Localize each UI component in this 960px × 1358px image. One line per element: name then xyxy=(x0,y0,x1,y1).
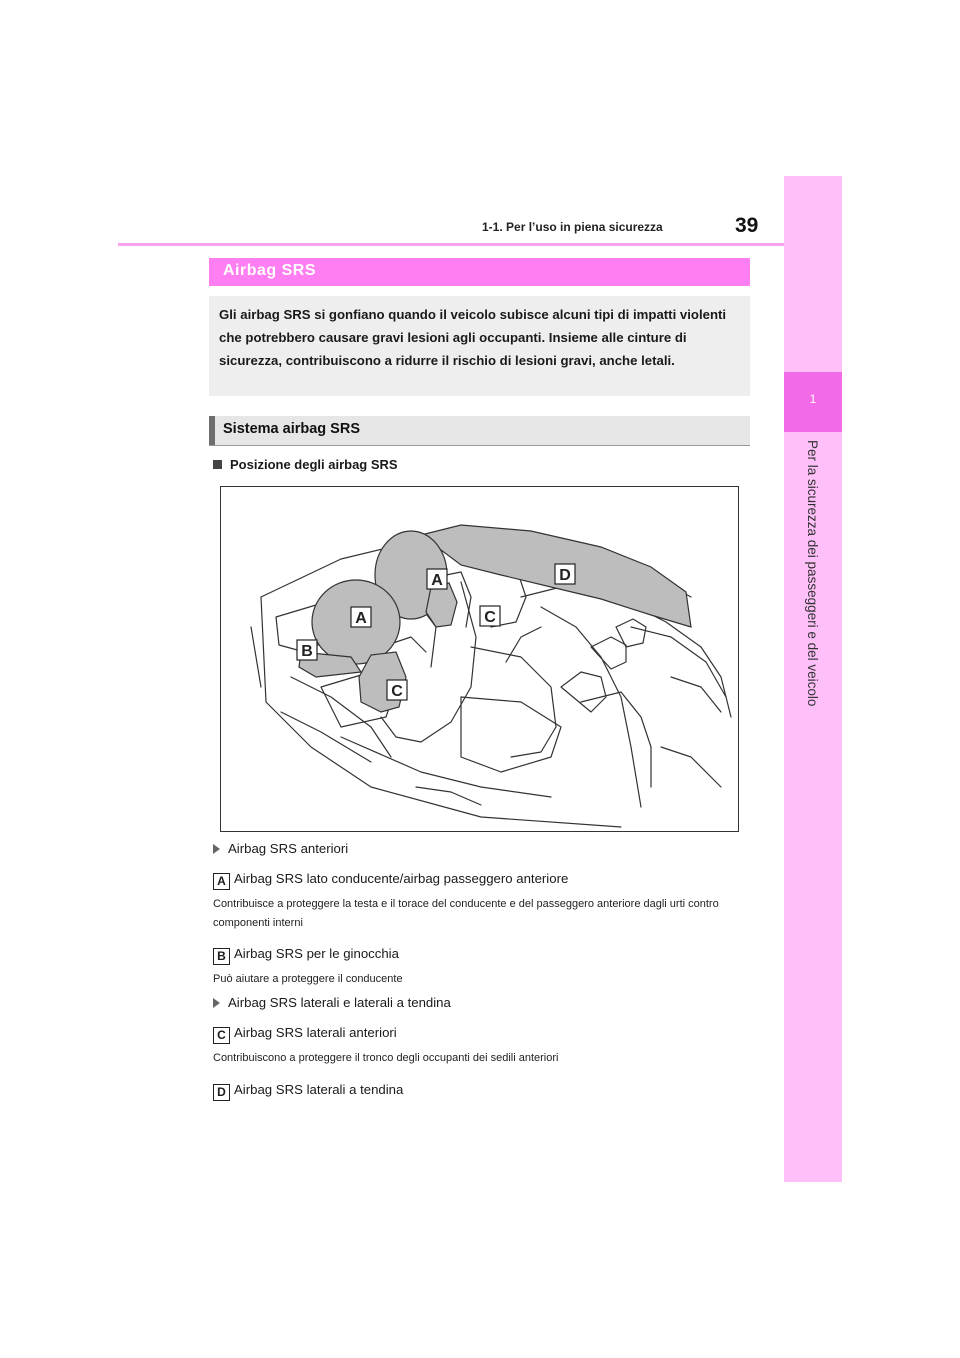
group-front-text: Airbag SRS anteriori xyxy=(228,841,349,856)
group-side xyxy=(213,995,451,1010)
car-interior-drawing xyxy=(221,487,738,831)
figure-label-d: D xyxy=(559,567,571,584)
position-title xyxy=(213,457,398,472)
header-rule xyxy=(118,243,784,246)
item-b-label: Airbag SRS per le ginocchia xyxy=(234,946,399,961)
item-c xyxy=(213,1025,397,1044)
square-bullet-icon xyxy=(213,460,222,469)
item-d xyxy=(213,1082,403,1101)
item-c-note: Contribuiscono a proteggere il tronco degli occupanti dei sedili anteriori xyxy=(213,1052,559,1064)
badge-a: A xyxy=(213,873,230,890)
airbag-illustration xyxy=(220,486,739,832)
triangle-bullet-icon xyxy=(213,844,220,854)
item-a xyxy=(213,871,568,890)
figure-label-b: B xyxy=(301,643,313,660)
figure-label-c-driver: C xyxy=(391,683,403,700)
figure-label-a-passenger: A xyxy=(431,572,443,589)
triangle-bullet-icon xyxy=(213,998,220,1008)
figure-label-c-passenger: C xyxy=(484,609,496,626)
item-d-label: Airbag SRS laterali a tendina xyxy=(234,1082,404,1097)
badge-d: D xyxy=(213,1084,230,1101)
item-a-note: Contribuisce a proteggere la testa e il torace del conducente e del passeggero anteriore dagli urti contro componenti interni xyxy=(213,898,719,929)
group-side-text: Airbag SRS laterali e laterali a tendina xyxy=(228,995,451,1010)
item-b xyxy=(213,946,399,965)
figure-label-a-driver: A xyxy=(355,610,367,627)
subheading xyxy=(209,416,750,446)
page-heading: Airbag SRS xyxy=(223,262,317,279)
section-title: 1-1. Per l’uso in piena sicurezza xyxy=(482,220,663,234)
item-c-label: Airbag SRS laterali anteriori xyxy=(234,1025,397,1040)
badge-b: B xyxy=(213,948,230,965)
intro-text: Gli airbag SRS si gonfiano quando il veicolo subisce alcuni tipi di impatti violenti che potrebbero causare gravi lesioni agli occupanti. Insieme alle cinture di sicurezza, contribuiscono a ridurre il rischio di lesioni gravi, anche letali. xyxy=(219,307,727,368)
page-number: 39 xyxy=(735,214,759,237)
subheading-text: Sistema airbag SRS xyxy=(223,421,360,437)
subheading-bar xyxy=(209,416,215,445)
position-title-text: Posizione degli airbag SRS xyxy=(230,457,398,472)
group-front xyxy=(213,841,348,856)
chapter-number: 1 xyxy=(809,392,817,406)
intro-box xyxy=(209,296,750,396)
item-b-note: Può aiutare a proteggere il conducente xyxy=(213,973,403,985)
heading-band xyxy=(209,258,750,286)
item-a-label: Airbag SRS lato conducente/airbag passeggero anteriore xyxy=(234,871,569,886)
chapter-title-vertical: Per la sicurezza dei passeggeri e del veicolo xyxy=(805,440,820,707)
badge-c: C xyxy=(213,1027,230,1044)
